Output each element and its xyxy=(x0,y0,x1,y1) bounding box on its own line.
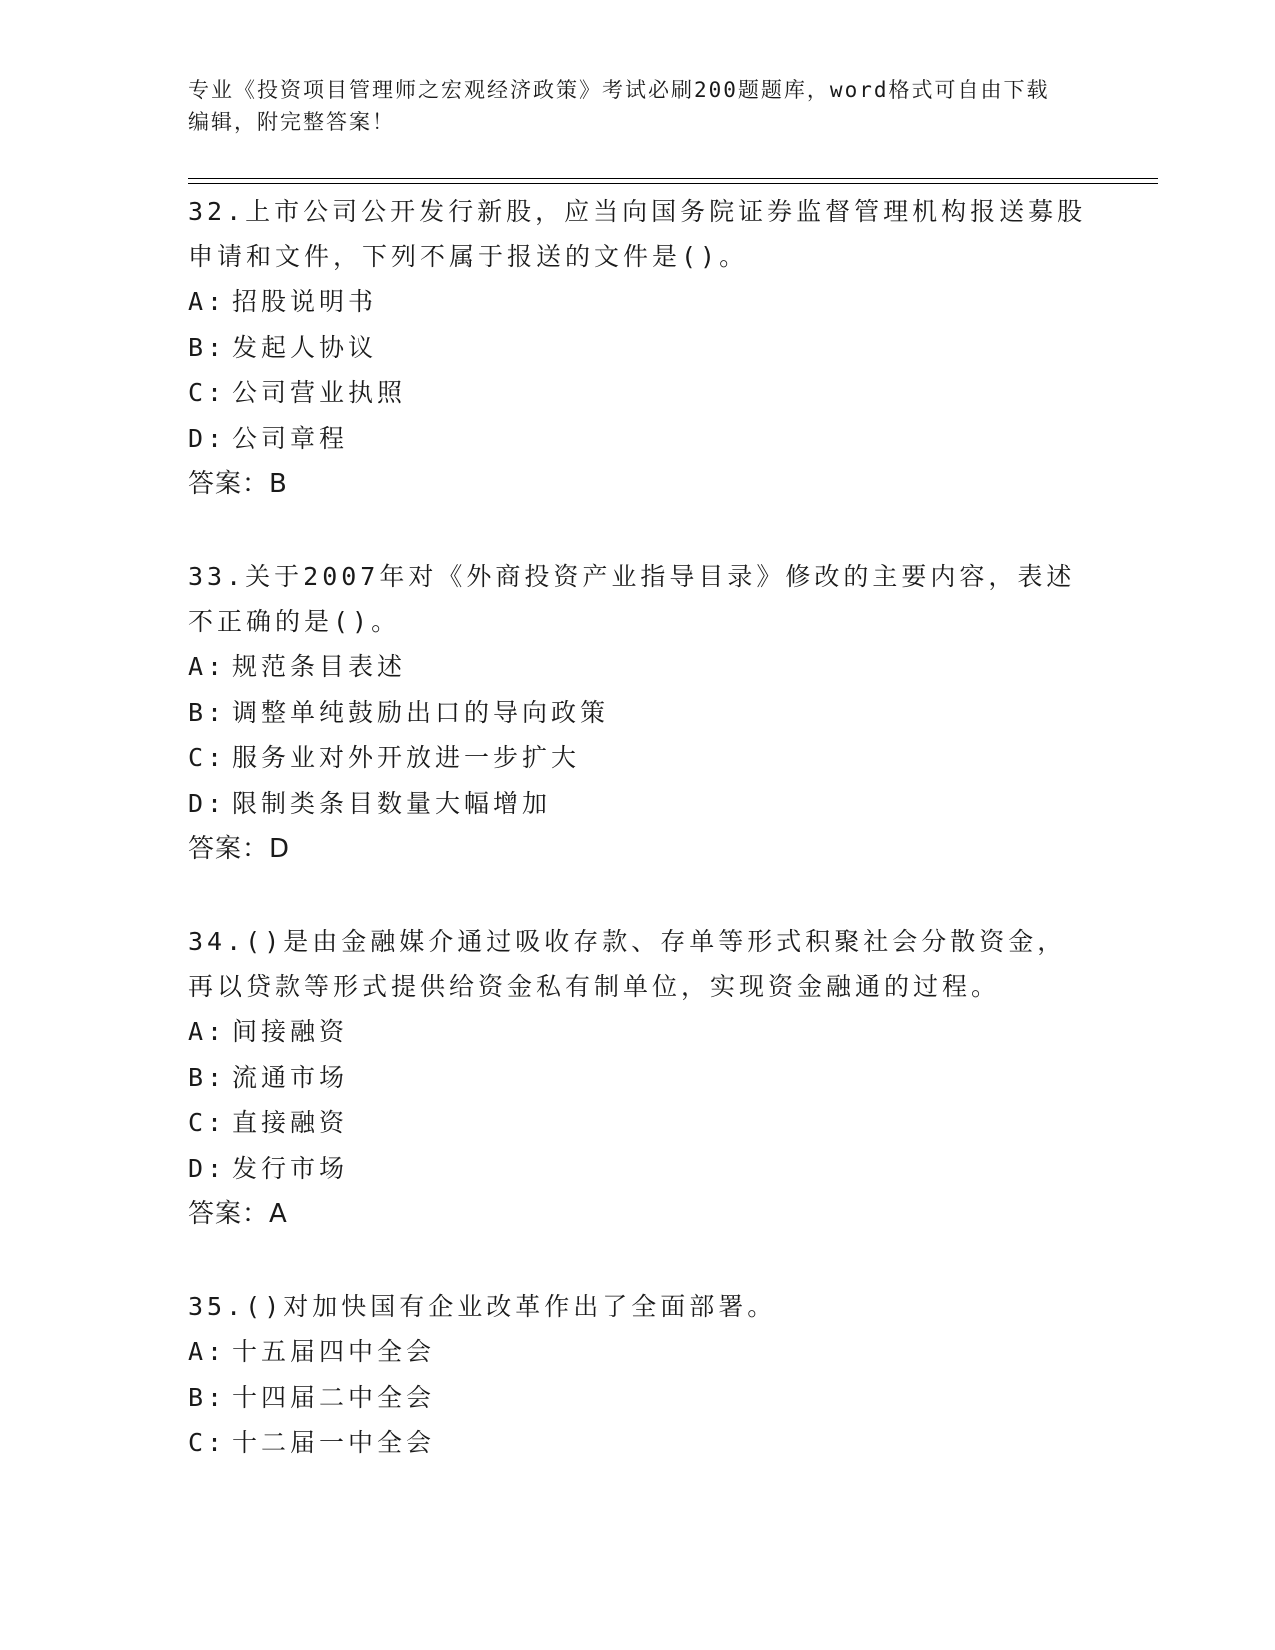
option-text: 招股说明书 xyxy=(232,287,378,316)
option-c xyxy=(188,370,1088,416)
option-key: C: xyxy=(188,1428,227,1457)
option-key: B: xyxy=(188,1062,227,1092)
option-text: 服务业对外开放进一步扩大 xyxy=(232,743,581,772)
option-text: 规范条目表述 xyxy=(232,652,407,681)
option-b xyxy=(188,690,1088,736)
option-a xyxy=(188,1009,1088,1055)
question-stem: 35.()对加快国有企业改革作出了全面部署。 xyxy=(188,1292,777,1321)
answer-line: 答案：B xyxy=(188,469,288,499)
option-c xyxy=(188,1100,1088,1146)
option-text: 发行市场 xyxy=(232,1153,349,1183)
option-b xyxy=(188,1375,1088,1421)
option-d xyxy=(188,416,1088,462)
option-key: A: xyxy=(188,287,227,316)
option-d xyxy=(188,781,1088,827)
option-key: A: xyxy=(188,1017,227,1046)
option-a xyxy=(188,1329,1088,1375)
option-key: A: xyxy=(188,1337,227,1366)
question-35 xyxy=(188,1284,1088,1466)
question-stem: 34.()是由金融媒介通过吸收存款、存单等形式积聚社会分散资金，再以贷款等形式提供给资金私有制单位，实现资金融通的过程。 xyxy=(188,927,1067,1001)
option-text: 间接融资 xyxy=(232,1017,349,1046)
question-34 xyxy=(188,919,1088,1237)
answer-line: 答案：D xyxy=(188,834,291,864)
option-text: 限制类条目数量大幅增加 xyxy=(232,788,552,818)
option-key: C: xyxy=(188,743,227,772)
option-text: 发起人协议 xyxy=(232,332,378,362)
question-stem: 33.关于2007年对《外商投资产业指导目录》修改的主要内容，表述不正确的是()。 xyxy=(188,562,1076,636)
option-key: A: xyxy=(188,652,227,681)
document-header: 专业《投资项目管理师之宏观经济政策》考试必刷200题题库，word格式可自由下载编辑，附完整答案！ xyxy=(188,78,1050,134)
option-key: B: xyxy=(188,1382,227,1412)
question-33 xyxy=(188,554,1088,872)
option-b xyxy=(188,325,1088,371)
option-b xyxy=(188,1055,1088,1101)
question-32 xyxy=(188,189,1088,507)
option-d xyxy=(188,1146,1088,1192)
option-a xyxy=(188,644,1088,690)
option-key: D: xyxy=(188,423,227,453)
option-text: 十四届二中全会 xyxy=(232,1382,436,1412)
option-key: D: xyxy=(188,1153,227,1183)
question-stem: 32.上市公司公开发行新股，应当向国务院证券监督管理机构报送募股申请和文件，下列不属于报送的文件是()。 xyxy=(188,197,1087,271)
option-key: C: xyxy=(188,1108,227,1137)
option-text: 直接融资 xyxy=(232,1108,349,1137)
option-key: B: xyxy=(188,697,227,727)
option-c xyxy=(188,1420,1088,1466)
answer-line: 答案：A xyxy=(188,1199,288,1229)
option-key: D: xyxy=(188,788,227,818)
option-a xyxy=(188,279,1088,325)
header-divider-top xyxy=(188,178,1158,179)
option-text: 十五届四中全会 xyxy=(232,1337,436,1366)
option-text: 公司章程 xyxy=(232,423,349,453)
option-text: 调整单纯鼓励出口的导向政策 xyxy=(232,697,610,727)
option-text: 公司营业执照 xyxy=(232,378,407,407)
option-c xyxy=(188,735,1088,781)
header-divider-bottom xyxy=(188,183,1158,184)
option-text: 流通市场 xyxy=(232,1062,349,1092)
option-text: 十二届一中全会 xyxy=(232,1428,436,1457)
option-key: B: xyxy=(188,332,227,362)
option-key: C: xyxy=(188,378,227,407)
